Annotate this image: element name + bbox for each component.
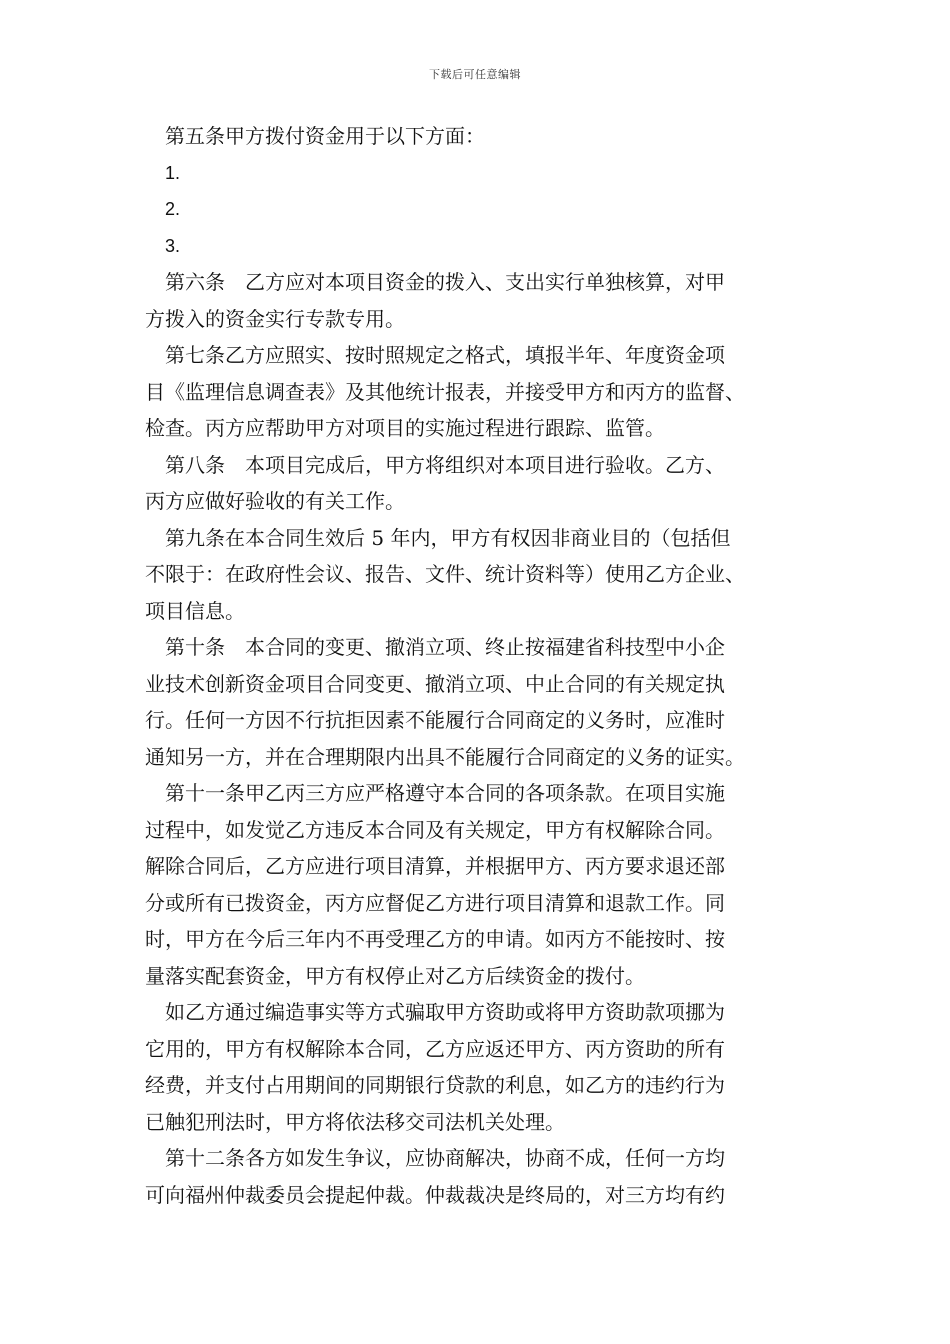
article-7-line: 第七条乙方应照实、按时照规定之格式，填报半年、年度资金项 (165, 343, 725, 367)
article-9-line: 第九条在本合同生效后 5 年内，甲方有权因非商业目的（包括但 (165, 525, 731, 550)
article-10-line: 行。任何一方因不行抗拒因素不能履行合同商定的义务时，应准时 (145, 708, 725, 732)
article-11-line: 量落实配套资金，甲方有权停止对乙方后续资金的拨付。 (145, 963, 645, 988)
article-11-para2-line: 如乙方通过编造事实等方式骗取甲方资助或将甲方资助款项挪为 (165, 1000, 725, 1024)
article-11-line: 分或所有已拨资金，丙方应督促乙方进行项目清算和退款工作。同 (145, 890, 725, 915)
page-header: 下载后可任意编辑 (429, 68, 521, 81)
article-12-line: 第十二条各方如发生争议，应协商解决，协商不成，任何一方均 (165, 1146, 725, 1170)
article-8-line: 丙方应做好验收的有关工作。 (145, 489, 405, 513)
article-11-para2-line: 已触犯刑法时，甲方将依法移交司法机关处理。 (145, 1109, 565, 1134)
article-9-line: 项目信息。 (145, 598, 245, 623)
article-11-line: 时，甲方在今后三年内不再受理乙方的申请。如丙方不能按时、按 (145, 927, 725, 951)
article-11-line: 第十一条甲乙丙三方应严格遵守本合同的各项条款。在项目实施 (165, 781, 725, 805)
article-10-line: 通知另一方，并在合理期限内出具不能履行合同商定的义务的证实。 (145, 744, 745, 769)
article-6-line: 第六条 乙方应对本项目资金的拨入、支出实行单独核算，对甲 (165, 270, 725, 294)
article-9-line: 不限于：在政府性会议、报告、文件、统计资料等）使用乙方企业、 (145, 562, 745, 586)
article-10-line: 第十条 本合同的变更、撤消立项、终止按福建省科技型中小企 (165, 635, 725, 659)
list-item-1: 1. (165, 162, 181, 183)
article-5-line: 第五条甲方拨付资金用于以下方面： (165, 124, 485, 148)
article-7-line: 检查。丙方应帮助甲方对项目的实施过程进行跟踪、监管。 (145, 416, 665, 440)
article-6-line: 方拨入的资金实行专款专用。 (145, 306, 405, 331)
article-11-para2-line: 它用的，甲方有权解除本合同，乙方应返还甲方、丙方资助的所有 (145, 1036, 725, 1061)
article-10-line: 业技术创新资金项目合同变更、撤消立项、中止合同的有关规定执 (145, 671, 725, 696)
article-11-para2-line: 经费，并支付占用期间的同期银行贷款的利息，如乙方的违约行为 (145, 1073, 725, 1097)
article-11-line: 过程中，如发觉乙方违反本合同及有关规定，甲方有权解除合同。 (145, 817, 725, 842)
list-item-2: 2. (165, 199, 181, 219)
article-7-line: 目《监理信息调查表》及其他统计报表，并接受甲方和丙方的监督、 (145, 379, 745, 404)
list-item-3: 3. (165, 235, 181, 256)
article-12-line: 可向福州仲裁委员会提起仲裁。仲裁裁决是终局的，对三方均有约 (145, 1182, 725, 1207)
article-8-line: 第八条 本项目完成后，甲方将组织对本项目进行验收。乙方、 (165, 452, 725, 477)
document-body (145, 118, 810, 1213)
article-11-line: 解除合同后，乙方应进行项目清算，并根据甲方、丙方要求退还部 (145, 854, 725, 878)
